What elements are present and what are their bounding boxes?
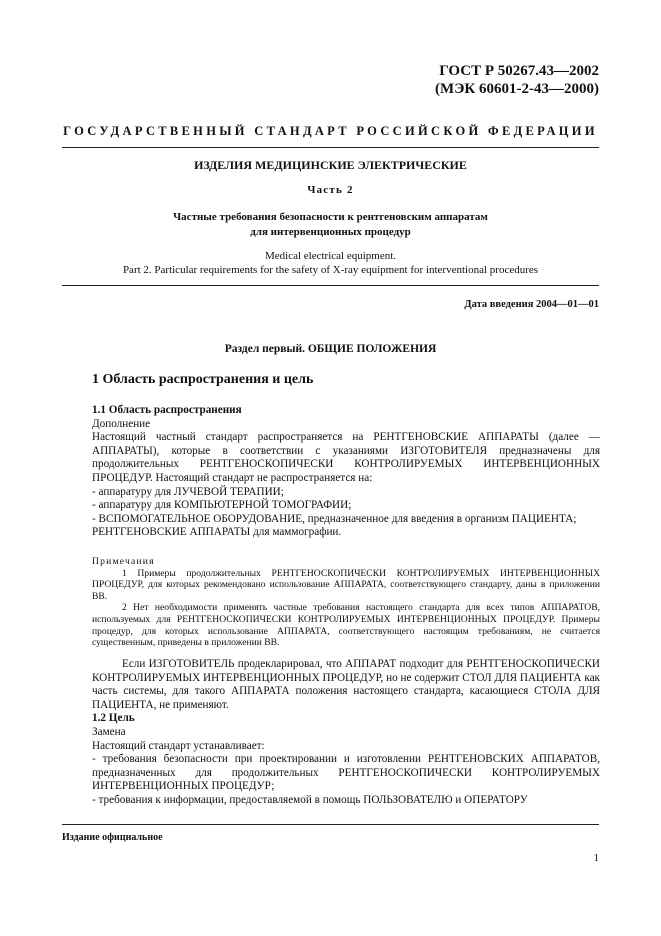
exclusion-item-2: - аппаратуру для КОМПЬЮТЕРНОЙ ТОМОГРАФИИ; — [92, 499, 352, 512]
english-title-line-2: Part 2. Particular requirements for the safety of X-ray equipment for interventional procedures — [122, 264, 539, 276]
supplement-label: Дополнение — [92, 417, 151, 430]
english-title-line-1: Medical electrical equipment. — [264, 250, 397, 262]
page-number: 1 — [593, 852, 599, 864]
clause-1-1 — [92, 404, 600, 540]
part-label: Часть 2 — [307, 184, 354, 196]
footer-rule — [62, 824, 599, 825]
manufacturer-block — [92, 658, 600, 808]
header-rule — [62, 147, 599, 148]
iec-number: (МЭК 60601-2-43—2000) — [435, 81, 599, 97]
purpose-item-2: - требования к информации, предоставляемой в помощь ПОЛЬЗОВАТЕЛЮ и ОПЕРАТОРУ — [92, 793, 528, 806]
official-edition-label: Издание официальное — [62, 832, 163, 843]
introduction-date: Дата введения 2004—01—01 — [464, 299, 599, 310]
exclusion-item-4: РЕНТГЕНОВСКИЕ АППАРАТЫ для маммографии. — [92, 526, 342, 539]
document-title: ИЗДЕЛИЯ МЕДИЦИНСКИЕ ЭЛЕКТРИЧЕСКИЕ — [194, 158, 467, 172]
title-rule — [62, 285, 599, 286]
scope-paragraph: Настоящий частный стандарт распространяется на РЕНТГЕНОВСКИЕ АППАРАТЫ (далее — АППАРАТЫ), которые в соответствии с указаниями ИЗГОТОВИТЕЛЯ предназначены для продолжительных РЕНТГЕНОСКОПИЧЕСКИ КОНТРОЛИРУЕМЫХ ИНТЕРВЕНЦИОННЫХ ПРОЦЕДУР. Настоящий стандарт не распространяется на: — [92, 431, 600, 484]
document-subtitle — [62, 210, 599, 240]
note-1: 1 Примеры продолжительных РЕНТГЕНОСКОПИЧЕСКИ КОНТРОЛИРУЕМЫХ ИНТЕРВЕНЦИОННЫХ ПРОЦЕДУР, для которых рекомендовано использование АППАРАТА, соответствующего стандарту, даны в приложении ВВ. — [92, 567, 600, 602]
notes-heading: Примечания — [92, 556, 155, 567]
subtitle-line-2: для интервенционных процедур — [250, 226, 411, 238]
note-2: 2 Нет необходимости применять частные требования настоящего стандарта для всех типов АППАРАТОВ, используемых для РЕНТГЕНОСКОПИЧЕСКИ КОНТРОЛИРУЕМЫХ ИНТЕРВЕНЦИОННЫХ ПРОЦЕДУР. Примеры процедур, для которых использование АППАРАТА, соответствующего настоящим требованиям, не считается существенным, приведены в приложении ВВ. — [92, 602, 600, 649]
state-standard-heading: ГОСУДАРСТВЕННЫЙ СТАНДАРТ РОССИЙСКОЙ ФЕДЕРАЦИИ — [63, 124, 598, 138]
exclusion-item-1: - аппаратуру для ЛУЧЕВОЙ ТЕРАПИИ; — [92, 485, 284, 498]
notes-block — [92, 556, 600, 649]
replacement-label: Замена — [92, 725, 126, 738]
standard-designation — [435, 62, 599, 98]
section-title: Раздел первый. ОБЩИЕ ПОЛОЖЕНИЯ — [224, 343, 437, 355]
clause-1-1-heading: 1.1 Область распространения — [92, 404, 242, 416]
manufacturer-paragraph: Если ИЗГОТОВИТЕЛЬ продекларировал, что АППАРАТ подходит для РЕНТГЕНОСКОПИЧЕСКИ КОНТРОЛИРУЕМЫХ ИНТЕРВЕНЦИОННЫХ ПРОЦЕДУР, но не содержит СТОЛ ДЛЯ ПАЦИЕНТА как часть системы, для такого АППАРАТА положения настоящего стандарта, касающиеся СТОЛА ДЛЯ ПАЦИЕНТА, не применяют. — [92, 658, 600, 711]
english-title — [62, 249, 599, 277]
gost-number: ГОСТ Р 50267.43—2002 — [439, 63, 599, 79]
clause-1-2-heading: 1.2 Цель — [92, 712, 135, 725]
purpose-item-1: - требования безопасности при проектировании и изготовлении РЕНТГЕНОВСКИХ АППАРАТОВ, предназначенных для продолжительных РЕНТГЕНОСКОПИЧЕСКИ КОНТРОЛИРУЕМЫХ ИНТЕРВЕНЦИОННЫХ ПРОЦЕДУР; — [92, 753, 600, 793]
exclusion-item-3: - ВСПОМОГАТЕЛЬНОЕ ОБОРУДОВАНИЕ, предназначенное для введения в организм ПАЦИЕНТА; — [92, 512, 577, 525]
clause-1-heading: 1 Область распространения и цель — [92, 372, 314, 387]
subtitle-line-1: Частные требования безопасности к рентгеновским аппаратам — [173, 211, 488, 223]
establishes-paragraph: Настоящий стандарт устанавливает: — [92, 739, 265, 752]
